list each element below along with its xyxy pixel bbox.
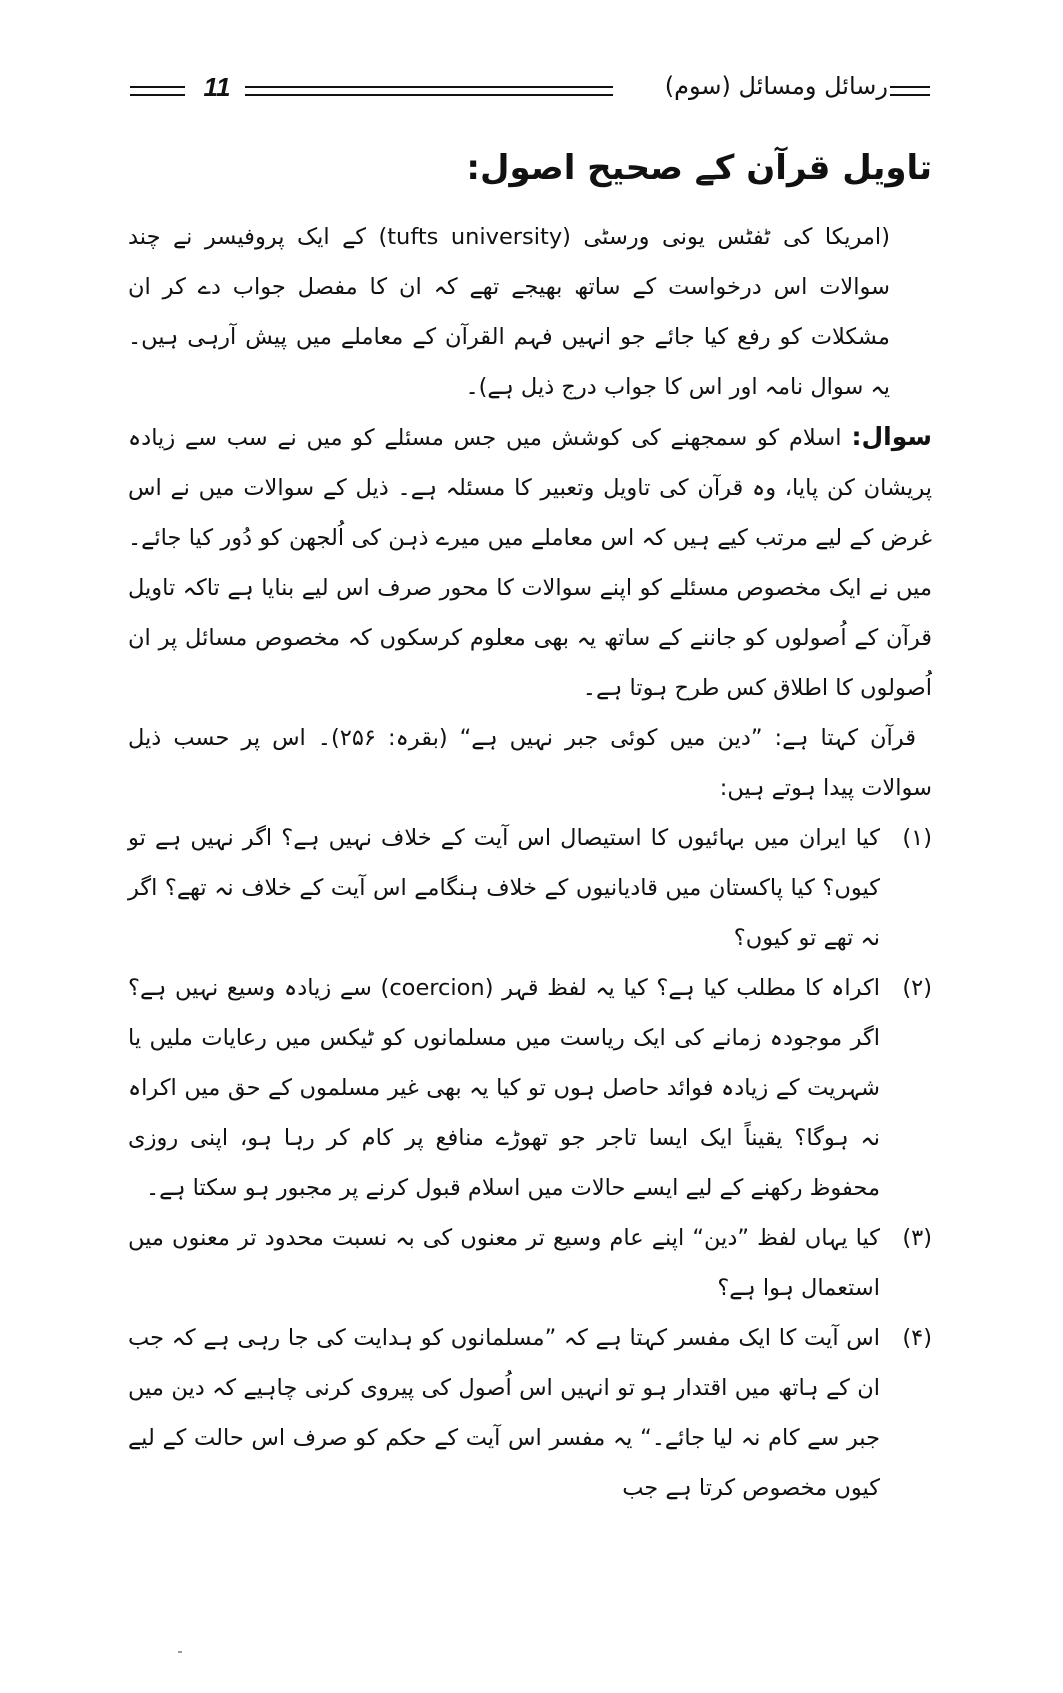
running-title: رسائل ومسائل (سوم) [664, 72, 888, 100]
item-number: (۴) [902, 1325, 932, 1351]
item-number: (۳) [902, 1225, 932, 1251]
question-item-3 [128, 1213, 932, 1313]
item-number: (۲) [902, 975, 932, 1001]
quran-quote-text: قرآن کہتا ہے: ”دین میں کوئی جبر نہیں ہے“ (بقرہ: ۲۵۶)۔ اس پر حسب ذیل سوالات پیدا ہوتے ہیں: [128, 725, 932, 801]
question-item-2 [128, 963, 932, 1213]
scan-speck [178, 1651, 182, 1653]
question-label: سوال: [851, 422, 932, 451]
quran-quote-paragraph [128, 713, 932, 813]
question-item-1 [128, 813, 932, 963]
page-header [130, 74, 930, 104]
question-paragraph [128, 412, 932, 713]
item-text: کیا یہاں لفظ ”دین“ اپنے عام وسیع تر معنوں کی بہ نسبت محدود تر معنوں میں استعمال ہوا ہے؟ [128, 1225, 880, 1301]
item-text: کیا ایران میں بہائیوں کا استیصال اس آیت کے خلاف نہیں ہے؟ اگر نہیں ہے تو کیوں؟ کیا پاکستان میں قادیانیوں کے خلاف ہنگامے اس آیت کے خلاف نہ تھے؟ اگر نہ تھے تو کیوں؟ [128, 825, 880, 951]
item-number: (۱) [902, 825, 932, 851]
header-rule-middle [245, 86, 613, 96]
page-number: 11 [203, 72, 231, 102]
page-body [128, 140, 932, 1513]
header-rule-right [890, 86, 930, 96]
item-text: اس آیت کا ایک مفسر کہتا ہے کہ ”مسلمانوں کو ہدایت کی جا رہی ہے کہ جب ان کے ہاتھ میں اقتدار ہو تو انہیں اس اُصول کی پیروی کرنی چاہیے کہ دین میں جبر سے کام نہ لیا جائے۔“ یہ مفسر اس آیت کے حکم کو صرف اس حالت کے لیے کیوں مخصوص کرتا ہے جب [128, 1325, 880, 1501]
question-text: اسلام کو سمجھنے کی کوشش میں جس مسئلے کو میں نے سب سے زیادہ پریشان کن پایا، وہ قرآن کی تاویل وتعبیر کا مسئلہ ہے۔ ذیل کے سوالات میں نے اس غرض کے لیے مرتب کیے ہیں کہ اس معاملے میں میرے ذہن کی اُلجھن کو دُور کیا جائے۔ میں نے ایک مخصوص مسئلے کو اپنے سوالات کا محور صرف اس لیے بنایا ہے تاکہ تاویل قرآن کے اُصولوں کو جاننے کے ساتھ یہ بھی معلوم کرسکوں کہ مخصوص مسائل پر ان اُصولوں کا اطلاق کس طرح ہوتا ہے۔ [128, 425, 932, 701]
question-item-4 [128, 1313, 932, 1513]
header-rule-left [130, 86, 185, 96]
intro-paragraph: (امریکا کی ٹفٹس یونی ورسٹی (tufts university) کے ایک پروفیسر نے چند سوالات اس درخواست کے ساتھ بھیجے تھے کہ ان کا مفصل جواب دے کر ان مشکلات کو رفع کیا جائے جو انہیں فہم القرآن کے معاملے میں پیش آرہی ہیں۔ یہ سوال نامہ اور اس کا جواب درج ذیل ہے)۔ [128, 224, 890, 400]
item-text: اکراہ کا مطلب کیا ہے؟ کیا یہ لفظ قہر (coercion) سے زیادہ وسیع نہیں ہے؟ اگر موجودہ زمانے کی ایک ریاست میں مسلمانوں کو ٹیکس میں رعایات ملیں یا شہریت کے زیادہ فوائد حاصل ہوں تو کیا یہ بھی غیر مسلموں کے حق میں اکراہ نہ ہوگا؟ یقیناً ایک ایسا تاجر جو تھوڑے منافع پر کام کر رہا ہو، اپنی روزی محفوظ رکھنے کے لیے ایسے حالات میں اسلام قبول کرنے پر مجبور ہو سکتا ہے۔ [128, 975, 880, 1201]
section-heading: تاویل قرآن کے صحیح اصول: [466, 148, 932, 188]
